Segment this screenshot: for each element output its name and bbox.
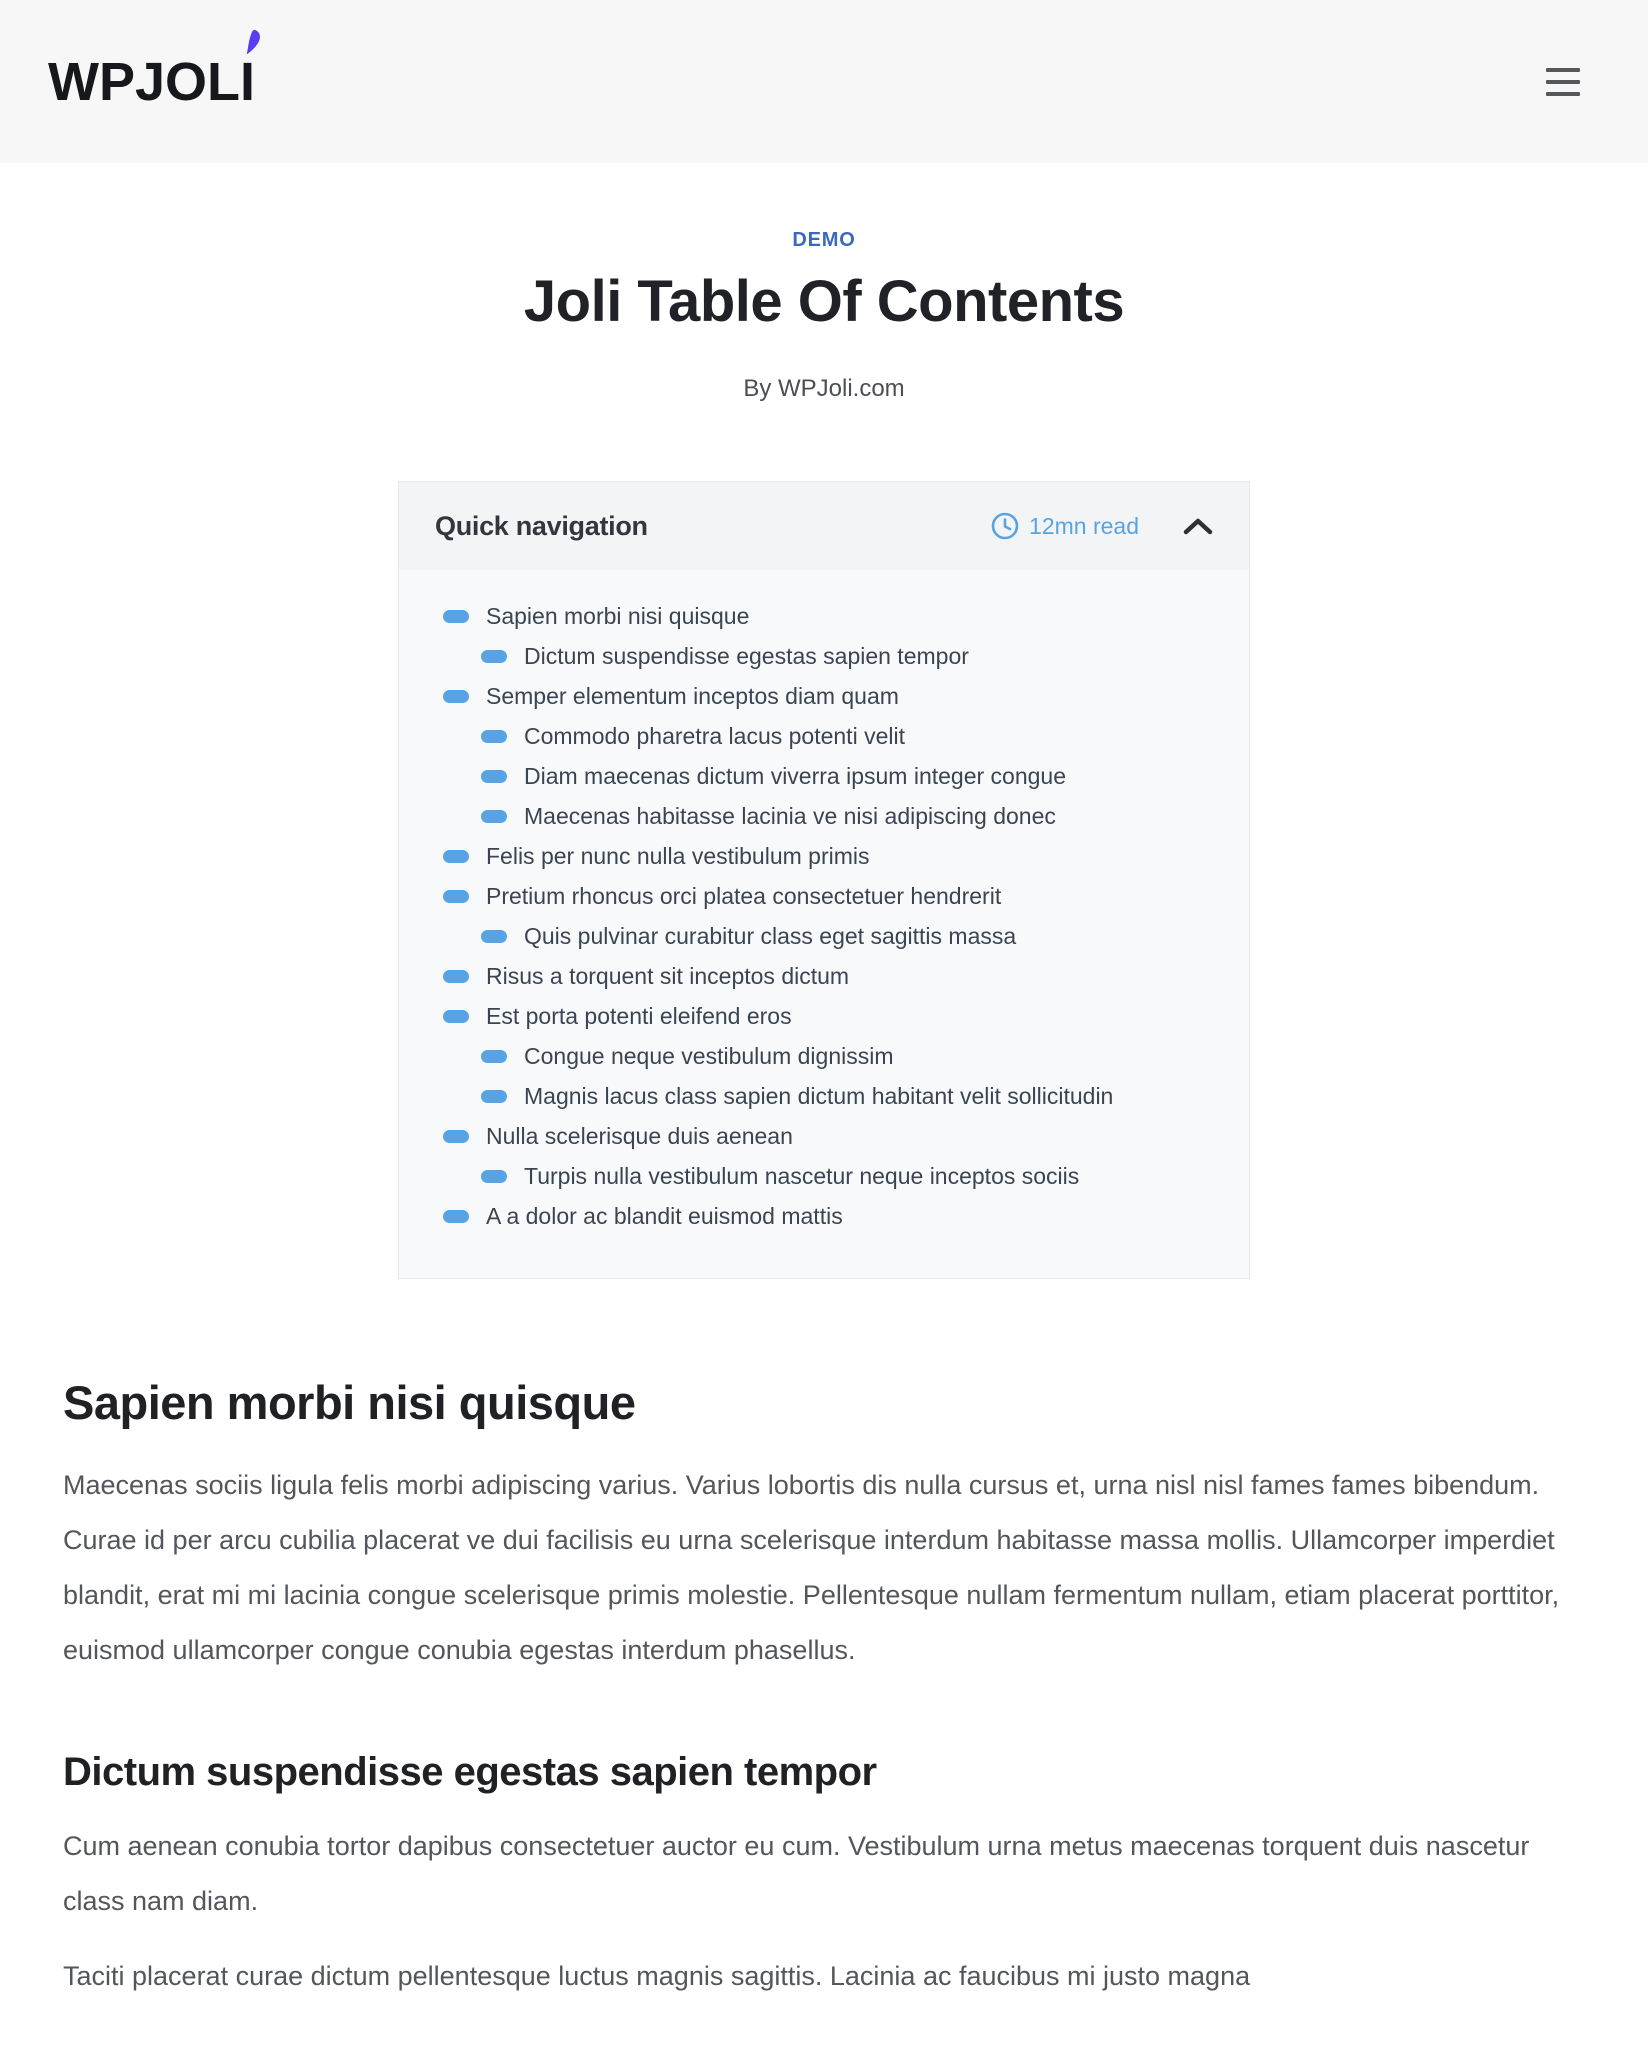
section-heading: Sapien morbi nisi quisque [63,1376,636,1429]
toc-item[interactable] [435,1196,1213,1236]
site-logo[interactable] [48,51,255,113]
toc-link[interactable]: Maecenas habitasse lacinia ve nisi adipiscing donec [524,802,1056,829]
toc-item[interactable] [435,676,1213,716]
paragraph: Cum aenean conubia tortor dapibus consectetuer auctor eu cum. Vestibulum urna metus maecenas torquent duis nascetur class nam diam. [63,1831,1530,1916]
paragraph: Maecenas sociis ligula felis morbi adipiscing varius. Varius lobortis dis nulla cursus et, urna nisl nisl fames fames bibendum. Curae id per arcu cubilia placerat ve dui facilisis eu urna scelerisque interdum habitasse massa mollis. Ullamcorper imperdiet blandit, erat mi mi lacinia congue scelerisque primis molestie. Pellentesque nullam fermentum nullam, etiam placerat porttitor, euismod ullamcorper congue conubia egestas interdum phasellus. [63,1470,1560,1665]
bullet-pill-icon [443,1130,469,1143]
toc-item[interactable] [435,756,1213,796]
category-link[interactable]: DEMO [792,229,856,251]
bullet-pill-icon [443,1010,469,1023]
section-heading: Dictum suspendisse egestas sapien tempor [63,1750,877,1794]
toc-item[interactable] [435,996,1213,1036]
toc-item[interactable] [435,636,1213,676]
toc-link[interactable]: Magnis lacus class sapien dictum habitant velit sollicitudin [524,1082,1114,1109]
toc-header[interactable] [399,482,1249,570]
toc-link[interactable]: Diam maecenas dictum viverra ipsum integer congue [524,762,1067,789]
toc-link[interactable]: Congue neque vestibulum dignissim [524,1042,894,1069]
byline: By WPJoli.com [743,375,905,402]
bullet-pill-icon [443,890,469,903]
article-header [0,163,1648,403]
toc-title: Quick navigation [435,510,648,541]
page-title: Joli Table Of Contents [523,269,1125,334]
toc-item[interactable] [435,1116,1213,1156]
bullet-pill-icon [481,730,507,743]
toc-link[interactable]: Risus a torquent sit inceptos dictum [486,962,850,989]
table-of-contents [398,481,1250,1279]
toc-item[interactable] [435,1036,1213,1076]
toc-link[interactable]: Est porta potenti eleifend eros [486,1002,792,1029]
hamburger-bar [1546,92,1580,96]
toc-link[interactable]: Semper elementum inceptos diam quam [486,682,899,709]
article-body [63,1375,1585,2004]
toc-link[interactable]: Turpis nulla vestibulum nascetur neque inceptos sociis [524,1162,1080,1189]
logo-last-letter: I [240,51,255,113]
toc-link[interactable]: A a dolor ac blandit euismod mattis [486,1202,843,1229]
bullet-pill-icon [443,850,469,863]
site-header [0,0,1648,163]
toc-link[interactable]: Pretium rhoncus orci platea consectetuer hendrerit [486,882,1002,909]
chevron-up-icon [1183,516,1213,536]
bullet-pill-icon [443,1210,469,1223]
bullet-pill-icon [443,610,469,623]
toc-item[interactable] [435,916,1213,956]
bullet-pill-icon [481,1050,507,1063]
bullet-pill-icon [481,650,507,663]
toc-item[interactable] [435,716,1213,756]
read-time: 12mn read [1029,512,1139,539]
logo-accent-icon [242,29,262,56]
toc-link[interactable]: Commodo pharetra lacus potenti velit [524,722,905,749]
toc-link[interactable]: Dictum suspendisse egestas sapien tempor [524,642,969,669]
toc-item[interactable] [435,796,1213,836]
toc-link[interactable]: Sapien morbi nisi quisque [486,602,750,629]
toc-item[interactable] [435,1156,1213,1196]
bullet-pill-icon [443,970,469,983]
toc-item[interactable] [435,956,1213,996]
toc-link[interactable]: Nulla scelerisque duis aenean [486,1122,793,1149]
logo-text: WPJOL [48,51,241,112]
toc-item[interactable] [435,836,1213,876]
bullet-pill-icon [481,1090,507,1103]
toc-list [399,570,1249,1278]
bullet-pill-icon [443,690,469,703]
bullet-pill-icon [481,770,507,783]
bullet-pill-icon [481,810,507,823]
bullet-pill-icon [481,1170,507,1183]
bullet-pill-icon [481,930,507,943]
clock-icon [991,512,1019,540]
toc-item[interactable] [435,876,1213,916]
toc-link[interactable]: Felis per nunc nulla vestibulum primis [486,842,870,869]
menu-hamburger-icon[interactable] [1546,66,1580,98]
hamburger-bar [1546,80,1580,84]
toc-item[interactable] [435,596,1213,636]
hamburger-bar [1546,68,1580,72]
toc-collapse-button[interactable] [1183,516,1213,536]
toc-item[interactable] [435,1076,1213,1116]
toc-meta [991,512,1213,540]
paragraph: Taciti placerat curae dictum pellentesque luctus magnis sagittis. Lacinia ac faucibus mi justo magna [63,1961,1251,1991]
toc-link[interactable]: Quis pulvinar curabitur class eget sagittis massa [524,922,1017,949]
